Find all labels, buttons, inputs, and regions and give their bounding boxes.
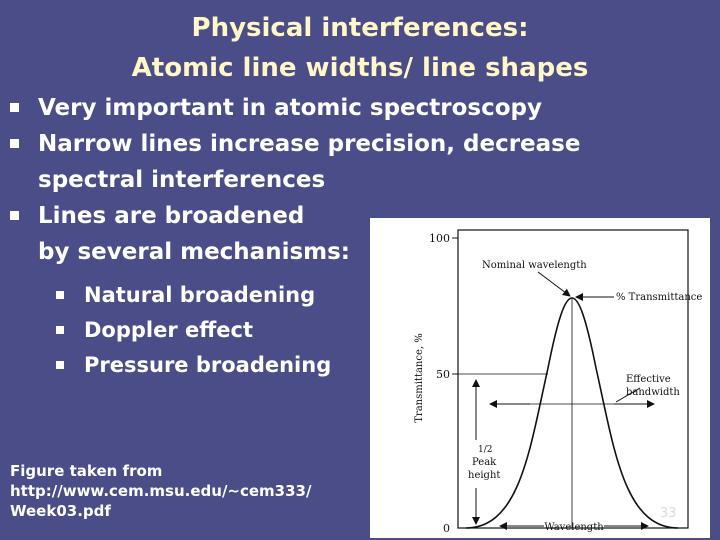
sub-bullet-text: Doppler effect: [84, 318, 254, 342]
square-bullet-icon: [10, 211, 19, 220]
square-bullet-icon: [10, 103, 19, 112]
caption-line: Week03.pdf: [10, 502, 111, 520]
bullet-text: Narrow lines increase precision, decrease: [38, 131, 581, 157]
peak-label: Peak: [472, 457, 497, 468]
nominal-wavelength-arrow: [538, 272, 570, 296]
square-bullet-icon: [56, 291, 64, 299]
x-axis-label: Wavelength: [544, 522, 604, 533]
slide-title: [0, 8, 720, 88]
y-tick-label: 100: [429, 232, 450, 245]
figure-caption: [10, 461, 365, 521]
sub-bullet-text: Pressure broadening: [84, 353, 332, 377]
half-label: 1/2: [478, 445, 493, 455]
title-line-2: Atomic line widths/ line shapes: [131, 53, 589, 83]
square-bullet-icon: [56, 326, 64, 334]
y-axis-label: Transmittance, %: [414, 333, 425, 423]
bullet-text-continued: by several mechanisms:: [38, 239, 350, 265]
y-tick-label: 50: [436, 368, 450, 381]
line-width-figure: [370, 218, 710, 538]
bullet-item: [10, 126, 650, 198]
nominal-wavelength-label: Nominal wavelength: [482, 260, 587, 271]
pct-transmittance-label: % Transmittance: [616, 292, 703, 303]
caption-link[interactable]: http://www.cem.msu.edu/~cem333/: [10, 482, 312, 500]
bullet-item: [10, 90, 650, 126]
square-bullet-icon: [56, 361, 64, 369]
bullet-text: Lines are broadened: [38, 203, 305, 229]
bandwidth-label: bandwidth: [626, 387, 680, 398]
square-bullet-icon: [10, 139, 19, 148]
page-number: 33: [660, 506, 677, 521]
y-tick-label: 0: [443, 522, 450, 535]
caption-line: Figure taken from: [10, 462, 163, 480]
bullet-text-continued: spectral interferences: [38, 167, 326, 193]
sub-bullet-text: Natural broadening: [84, 283, 316, 307]
title-line-1: Physical interferences:: [191, 13, 529, 43]
height-label: height: [468, 470, 501, 481]
bullet-text: Very important in atomic spectroscopy: [38, 95, 543, 121]
transmittance-diagram: [370, 218, 710, 538]
effective-label: Effective: [626, 374, 671, 385]
